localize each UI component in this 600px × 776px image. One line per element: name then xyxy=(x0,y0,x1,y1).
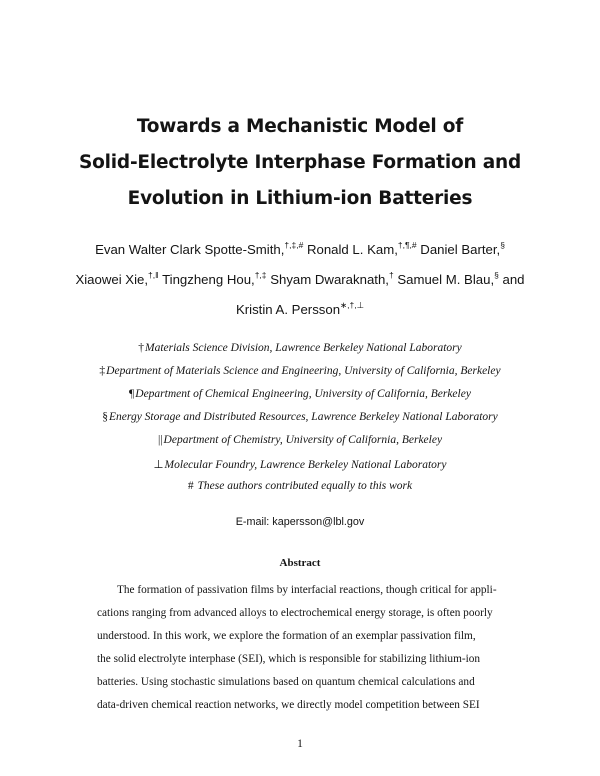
affiliation-3 xyxy=(0,388,600,400)
affiliation-5 xyxy=(0,434,600,446)
title-line-3: Evolution in Lithium-ion Batteries xyxy=(127,188,473,209)
author-name: Daniel Barter, xyxy=(420,242,501,257)
abstract-line: batteries. Using stochastic simulations based on quantum chemical calculations and xyxy=(97,676,475,688)
abstract-line: The formation of passivation films by interfacial reactions, though critical for appli- xyxy=(117,584,497,596)
affiliation-text: Department of Chemistry, University of California, Berkeley xyxy=(163,434,443,446)
affiliation-4 xyxy=(0,411,600,423)
abstract-line: understood. In this work, we explore the formation of an exemplar passivation film, xyxy=(97,630,476,642)
author-name: Kristin A. Persson xyxy=(235,302,341,317)
affiliation-text: Molecular Foundry, Lawrence Berkeley National Laboratory xyxy=(164,459,447,471)
affiliation-symbol: ‡ xyxy=(99,365,106,377)
affiliation-text: Department of Chemical Engineering, University of California, Berkeley xyxy=(135,388,471,400)
author-line-2 xyxy=(0,272,600,287)
author-line-1 xyxy=(0,242,600,257)
page-number: 1 xyxy=(297,738,303,750)
abstract-heading: Abstract xyxy=(279,557,321,569)
affiliation-symbol: # xyxy=(187,480,194,492)
author-marks: †,¶,# xyxy=(397,240,417,250)
affiliation-text: Materials Science Division, Lawrence Berkeley National Laboratory xyxy=(145,342,462,354)
title-line-2: Solid-Electrolyte Interphase Formation and xyxy=(79,152,521,173)
affiliation-symbol: || xyxy=(157,434,163,446)
author-marks: § xyxy=(500,240,505,250)
affiliation-text: Energy Storage and Distributed Resources, Lawrence Berkeley National Laboratory xyxy=(109,411,498,423)
affiliation-text: These authors contributed equally to this work xyxy=(197,480,413,492)
author-marks: †,‖ xyxy=(148,270,159,280)
author-name: Xiaowei Xie, xyxy=(75,272,149,287)
affiliation-1 xyxy=(0,342,600,354)
affiliation-2 xyxy=(0,365,600,377)
author-name: Shyam Dwaraknath, xyxy=(270,272,389,287)
author-name: Ronald L. Kam, xyxy=(306,242,398,257)
author-line-3 xyxy=(0,302,600,317)
author-name: Samuel M. Blau, xyxy=(397,272,495,287)
abstract-line: data-driven chemical reaction networks, we directly model competition between SEI xyxy=(97,699,480,711)
affiliation-symbol: † xyxy=(138,342,144,354)
affiliation-text: Department of Materials Science and Engineering, University of California, Berkeley xyxy=(106,365,501,377)
affiliation-6 xyxy=(0,457,600,471)
author-marks: § xyxy=(494,270,499,280)
corresponding-email: E-mail: kapersson@lbl.gov xyxy=(235,516,365,528)
author-name: Tingzheng Hou, xyxy=(162,272,255,287)
author-marks: ∗,†,⊥ xyxy=(340,300,365,310)
affiliation-symbol: § xyxy=(102,411,109,423)
author-marks: †,‡ xyxy=(254,270,267,280)
affiliation-symbol: ⊥ xyxy=(153,459,164,471)
affiliation-symbol: ¶ xyxy=(129,388,135,400)
author-marks: †,‡,# xyxy=(284,240,304,250)
title-line-1: Towards a Mechanistic Model of xyxy=(136,116,464,137)
abstract-line: cations ranging from advanced alloys to electrochemical energy storage, is often poorly xyxy=(97,607,493,619)
author-conjunction: and xyxy=(502,272,525,287)
author-marks: † xyxy=(388,270,394,280)
author-name: Evan Walter Clark Spotte-Smith, xyxy=(95,242,285,257)
affiliation-7 xyxy=(0,480,600,492)
abstract-line: the solid electrolyte interphase (SEI), which is responsible for stabilizing lithium-ion xyxy=(97,653,481,665)
